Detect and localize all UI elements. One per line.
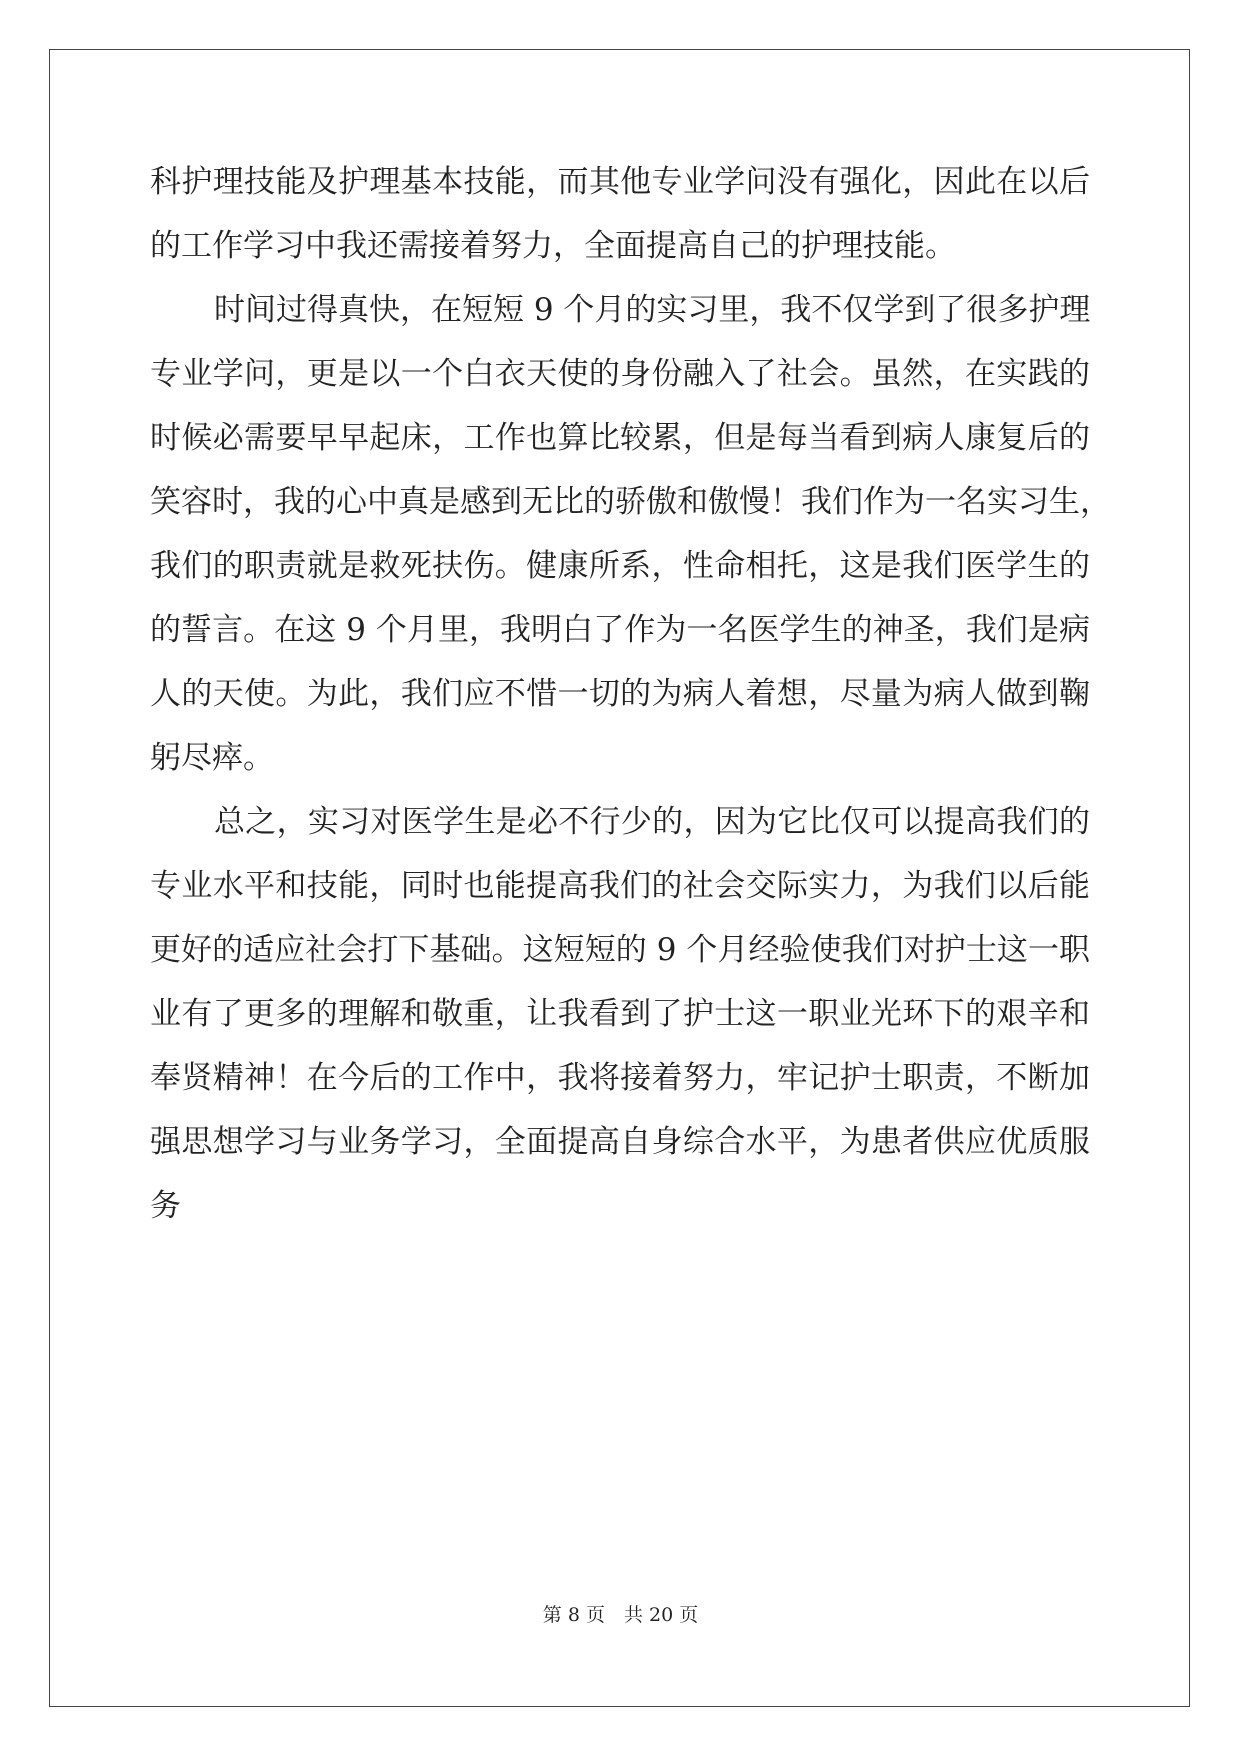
text-line: 我们的职责就是救死扶伤。健康所系，性命相托，这是我们医学生的 xyxy=(150,548,1090,584)
text-line: 奉贤精神！在今后的工作中，我将接着努力，牢记护士职责，不断加 xyxy=(150,1060,1090,1096)
text-line: 的誓言。在这 9 个月里，我明白了作为一名医学生的神圣，我们是病 xyxy=(150,612,1090,648)
body-text xyxy=(150,162,1111,1250)
text-line: 专业水平和技能，同时也能提高我们的社会交际实力，为我们以后能 xyxy=(150,868,1090,904)
text-line: 强思想学习与业务学习，全面提高自身综合水平，为患者供应优质服 xyxy=(150,1124,1090,1160)
text-line: 总之，实习对医学生是必不行少的，因为它比仅可以提高我们的 xyxy=(214,804,1090,840)
text-line: 科护理技能及护理基本技能，而其他专业学问没有强化，因此在以后 xyxy=(150,164,1090,200)
text-line: 务 xyxy=(150,1188,181,1224)
text-line: 人的天使。为此，我们应不惜一切的为病人着想，尽量为病人做到鞠 xyxy=(150,676,1090,712)
text-line: 的工作学习中我还需接着努力，全面提高自己的护理技能。 xyxy=(150,228,956,264)
text-line: 更好的适应社会打下基础。这短短的 9 个月经验使我们对护士这一职 xyxy=(150,932,1090,968)
text-line: 躬尽瘁。 xyxy=(150,740,274,776)
text-line: 时间过得真快，在短短 9 个月的实习里，我不仅学到了很多护理 xyxy=(214,292,1091,328)
text-line: 专业学问，更是以一个白衣天使的身份融入了社会。虽然，在实践的 xyxy=(150,356,1090,392)
page-number: 第 8 页 共 20 页 xyxy=(542,1604,699,1626)
text-line: 时候必需要早早起床，工作也算比较累，但是每当看到病人康复后的 xyxy=(150,420,1090,456)
text-line: 业有了更多的理解和敬重，让我看到了护士这一职业光环下的艰辛和 xyxy=(150,996,1090,1032)
text-line: 笑容时，我的心中真是感到无比的骄傲和傲慢！我们作为一名实习生， xyxy=(150,484,1111,520)
